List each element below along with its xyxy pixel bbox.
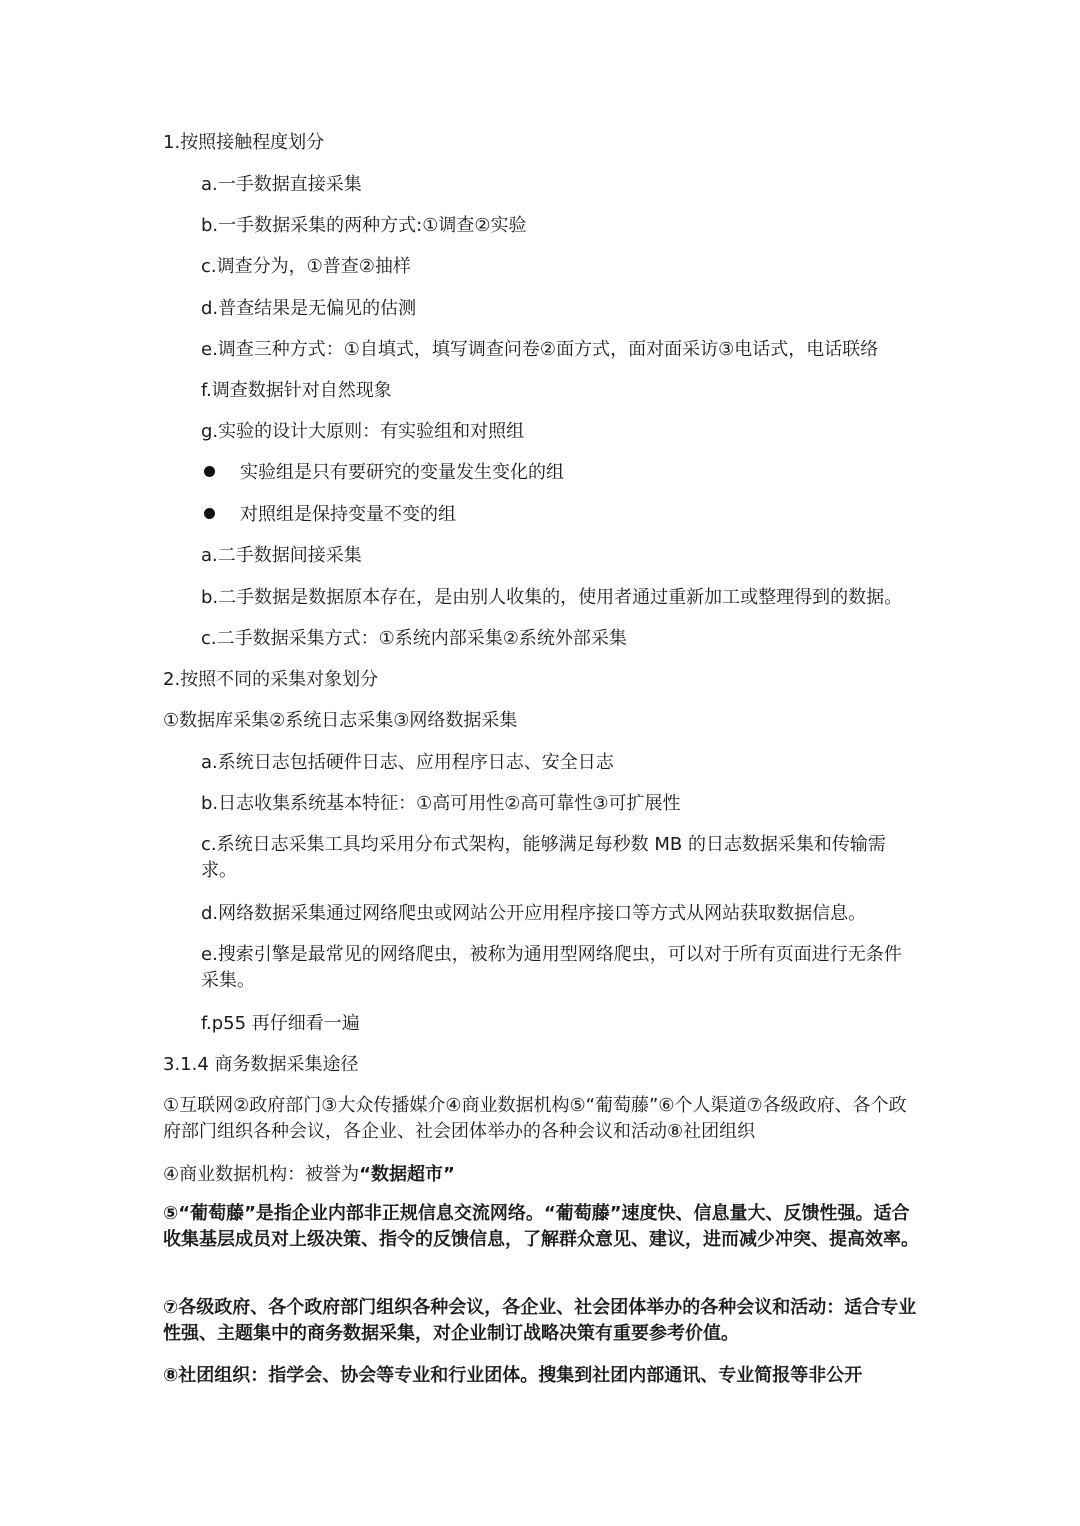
list-item: g.实验的设计大原则：有实验组和对照组: [201, 421, 525, 442]
list-item: e.搜索引擎是最常见的网络爬虫，被称为通用型网络爬虫，可以对于所有页面进行无条件采集。: [201, 944, 902, 991]
note-paragraph: [163, 1162, 455, 1188]
list-item: a.一手数据直接采集: [201, 174, 362, 195]
section-heading: 2.按照不同的采集对象划分: [163, 669, 379, 690]
list-item: c.调查分为，①普查②抽样: [201, 256, 411, 277]
list-item: d.普查结果是无偏见的估测: [201, 298, 417, 319]
section-heading: 1.按照接触程度划分: [163, 132, 325, 153]
note-text: ④商业数据机构：被誉为: [163, 1164, 360, 1185]
bold-paragraph: ⑤“葡萄藤”是指企业内部非正规信息交流网络。“葡萄藤”速度快、信息量大、反馈性强。适合收集基层成员对上级决策、指令的反馈信息，了解群众意见、建议，进而减少冲突、提高效率。: [163, 1203, 919, 1250]
list-item: d.网络数据采集通过网络爬虫或网站公开应用程序接口等方式从网站获取数据信息。: [201, 903, 867, 924]
section-heading: 3.1.4 商务数据采集途径: [163, 1054, 359, 1075]
list-item: c.二手数据采集方式：①系统内部采集②系统外部采集: [201, 628, 627, 649]
note-emphasis: “数据超市”: [359, 1164, 455, 1185]
bullet-text: 实验组是只有要研究的变量发生变化的组: [240, 462, 564, 483]
list-item: a.二手数据间接采集: [201, 545, 362, 566]
bold-paragraph: ⑧社团组织：指学会、协会等专业和行业团体。搜集到社团内部通讯、专业简报等非公开: [163, 1365, 863, 1386]
bullet-text: 对照组是保持变量不变的组: [240, 504, 456, 525]
list-item: c.系统日志采集工具均采用分布式架构，能够满足每秒数 MB 的日志数据采集和传输需求。: [201, 834, 886, 881]
bullet-icon: [204, 466, 215, 477]
list-item: b.二手数据是数据原本存在，是由别人收集的，使用者通过重新加工或整理得到的数据。: [201, 587, 903, 608]
list-item: b.一手数据采集的两种方式:①调查②实验: [201, 215, 527, 236]
bullet-icon: [204, 508, 215, 519]
section-summary: ①互联网②政府部门③大众传播媒介④商业数据机构⑤“葡萄藤”⑥个人渠道⑦各级政府、各个政府部门组织各种会议，各企业、社会团体举办的各种会议和活动⑧社团组织: [163, 1095, 907, 1142]
list-item: f.调查数据针对自然现象: [201, 380, 392, 401]
bold-paragraph: ⑦各级政府、各个政府部门组织各种会议，各企业、社会团体举办的各种会议和活动：适合专业性强、主题集中的商务数据采集，对企业制订战略决策有重要参考价值。: [163, 1297, 917, 1344]
list-item: b.日志收集系统基本特征：①高可用性②高可靠性③可扩展性: [201, 793, 681, 814]
section-summary: ①数据库采集②系统日志采集③网络数据采集: [163, 710, 518, 731]
list-item: f.p55 再仔细看一遍: [201, 1013, 360, 1034]
list-item: a.系统日志包括硬件日志、应用程序日志、安全日志: [201, 752, 614, 773]
list-item: e.调查三种方式：①自填式，填写调查问卷②面方式，面对面采访③电话式，电话联络: [201, 339, 879, 360]
